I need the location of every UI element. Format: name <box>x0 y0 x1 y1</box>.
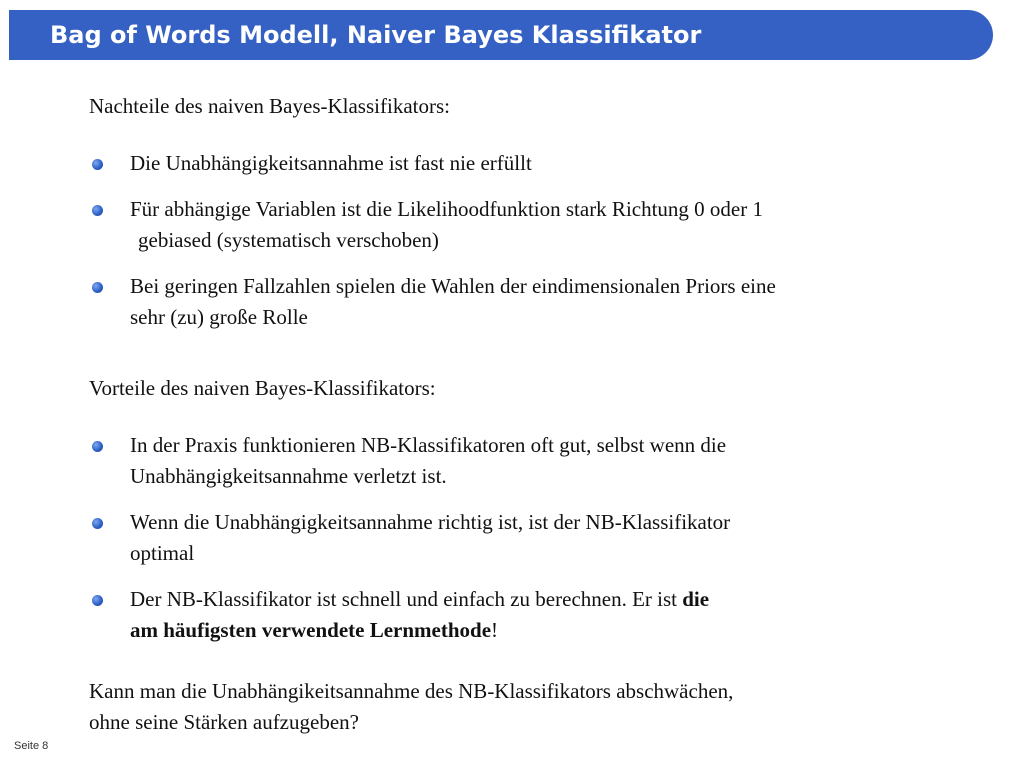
item-text-plain: Der NB-Klassifikator ist schnell und einfach zu berechnen. Er ist <box>130 587 683 611</box>
item-text-continued: gebiased (systematisch verschoben) <box>138 228 439 252</box>
bullet-icon <box>92 595 103 606</box>
bullet-icon <box>92 282 103 293</box>
vorteile-list <box>89 430 929 646</box>
nachteile-heading: Nachteile des naiven Bayes-Klassifikators: <box>89 94 450 118</box>
list-item <box>89 507 929 569</box>
item-text-continued <box>130 615 929 646</box>
question-line: Kann man die Unabhängikeitsannahme des NB-Klassifikators abschwächen, <box>89 679 734 703</box>
page-number: Seite 8 <box>14 740 49 752</box>
item-text: Für abhängige Variablen ist die Likelihoodfunktion stark Richtung 0 oder 1 <box>130 197 763 221</box>
item-text-continued: Unabhängigkeitsannahme verletzt ist. <box>130 464 447 488</box>
item-text: Wenn die Unabhängigkeitsannahme richtig ist, ist der NB-Klassifikator <box>130 510 731 534</box>
bullet-icon <box>92 518 103 529</box>
closing-question <box>89 676 733 738</box>
nachteile-list <box>89 148 929 333</box>
item-text <box>130 584 929 615</box>
list-item <box>89 194 929 256</box>
list-item <box>89 271 929 333</box>
item-text-bold: die <box>682 587 710 611</box>
bullet-icon <box>92 205 103 216</box>
bullet-icon <box>92 441 103 452</box>
item-text-continued: optimal <box>130 541 195 565</box>
list-item <box>89 584 929 646</box>
item-text: In der Praxis funktionieren NB-Klassifikatoren oft gut, selbst wenn die <box>130 433 727 457</box>
slide-title: Bag of Words Modell, Naiver Bayes Klassifikator <box>50 21 702 49</box>
vorteile-heading: Vorteile des naiven Bayes-Klassifikators: <box>89 376 436 400</box>
bullet-icon <box>92 159 103 170</box>
item-text: Die Unabhängigkeitsannahme ist fast nie erfüllt <box>130 151 532 175</box>
question-line: ohne seine Stärken aufzugeben? <box>89 710 359 734</box>
item-text-bold: am häufigsten verwendete Lernmethode <box>130 618 492 642</box>
item-text: Bei geringen Fallzahlen spielen die Wahlen der eindimensionalen Priors eine <box>130 274 776 298</box>
item-text-plain: ! <box>491 618 499 642</box>
list-item <box>89 430 929 492</box>
item-text-continued: sehr (zu) große Rolle <box>130 305 308 329</box>
list-item <box>89 148 929 179</box>
